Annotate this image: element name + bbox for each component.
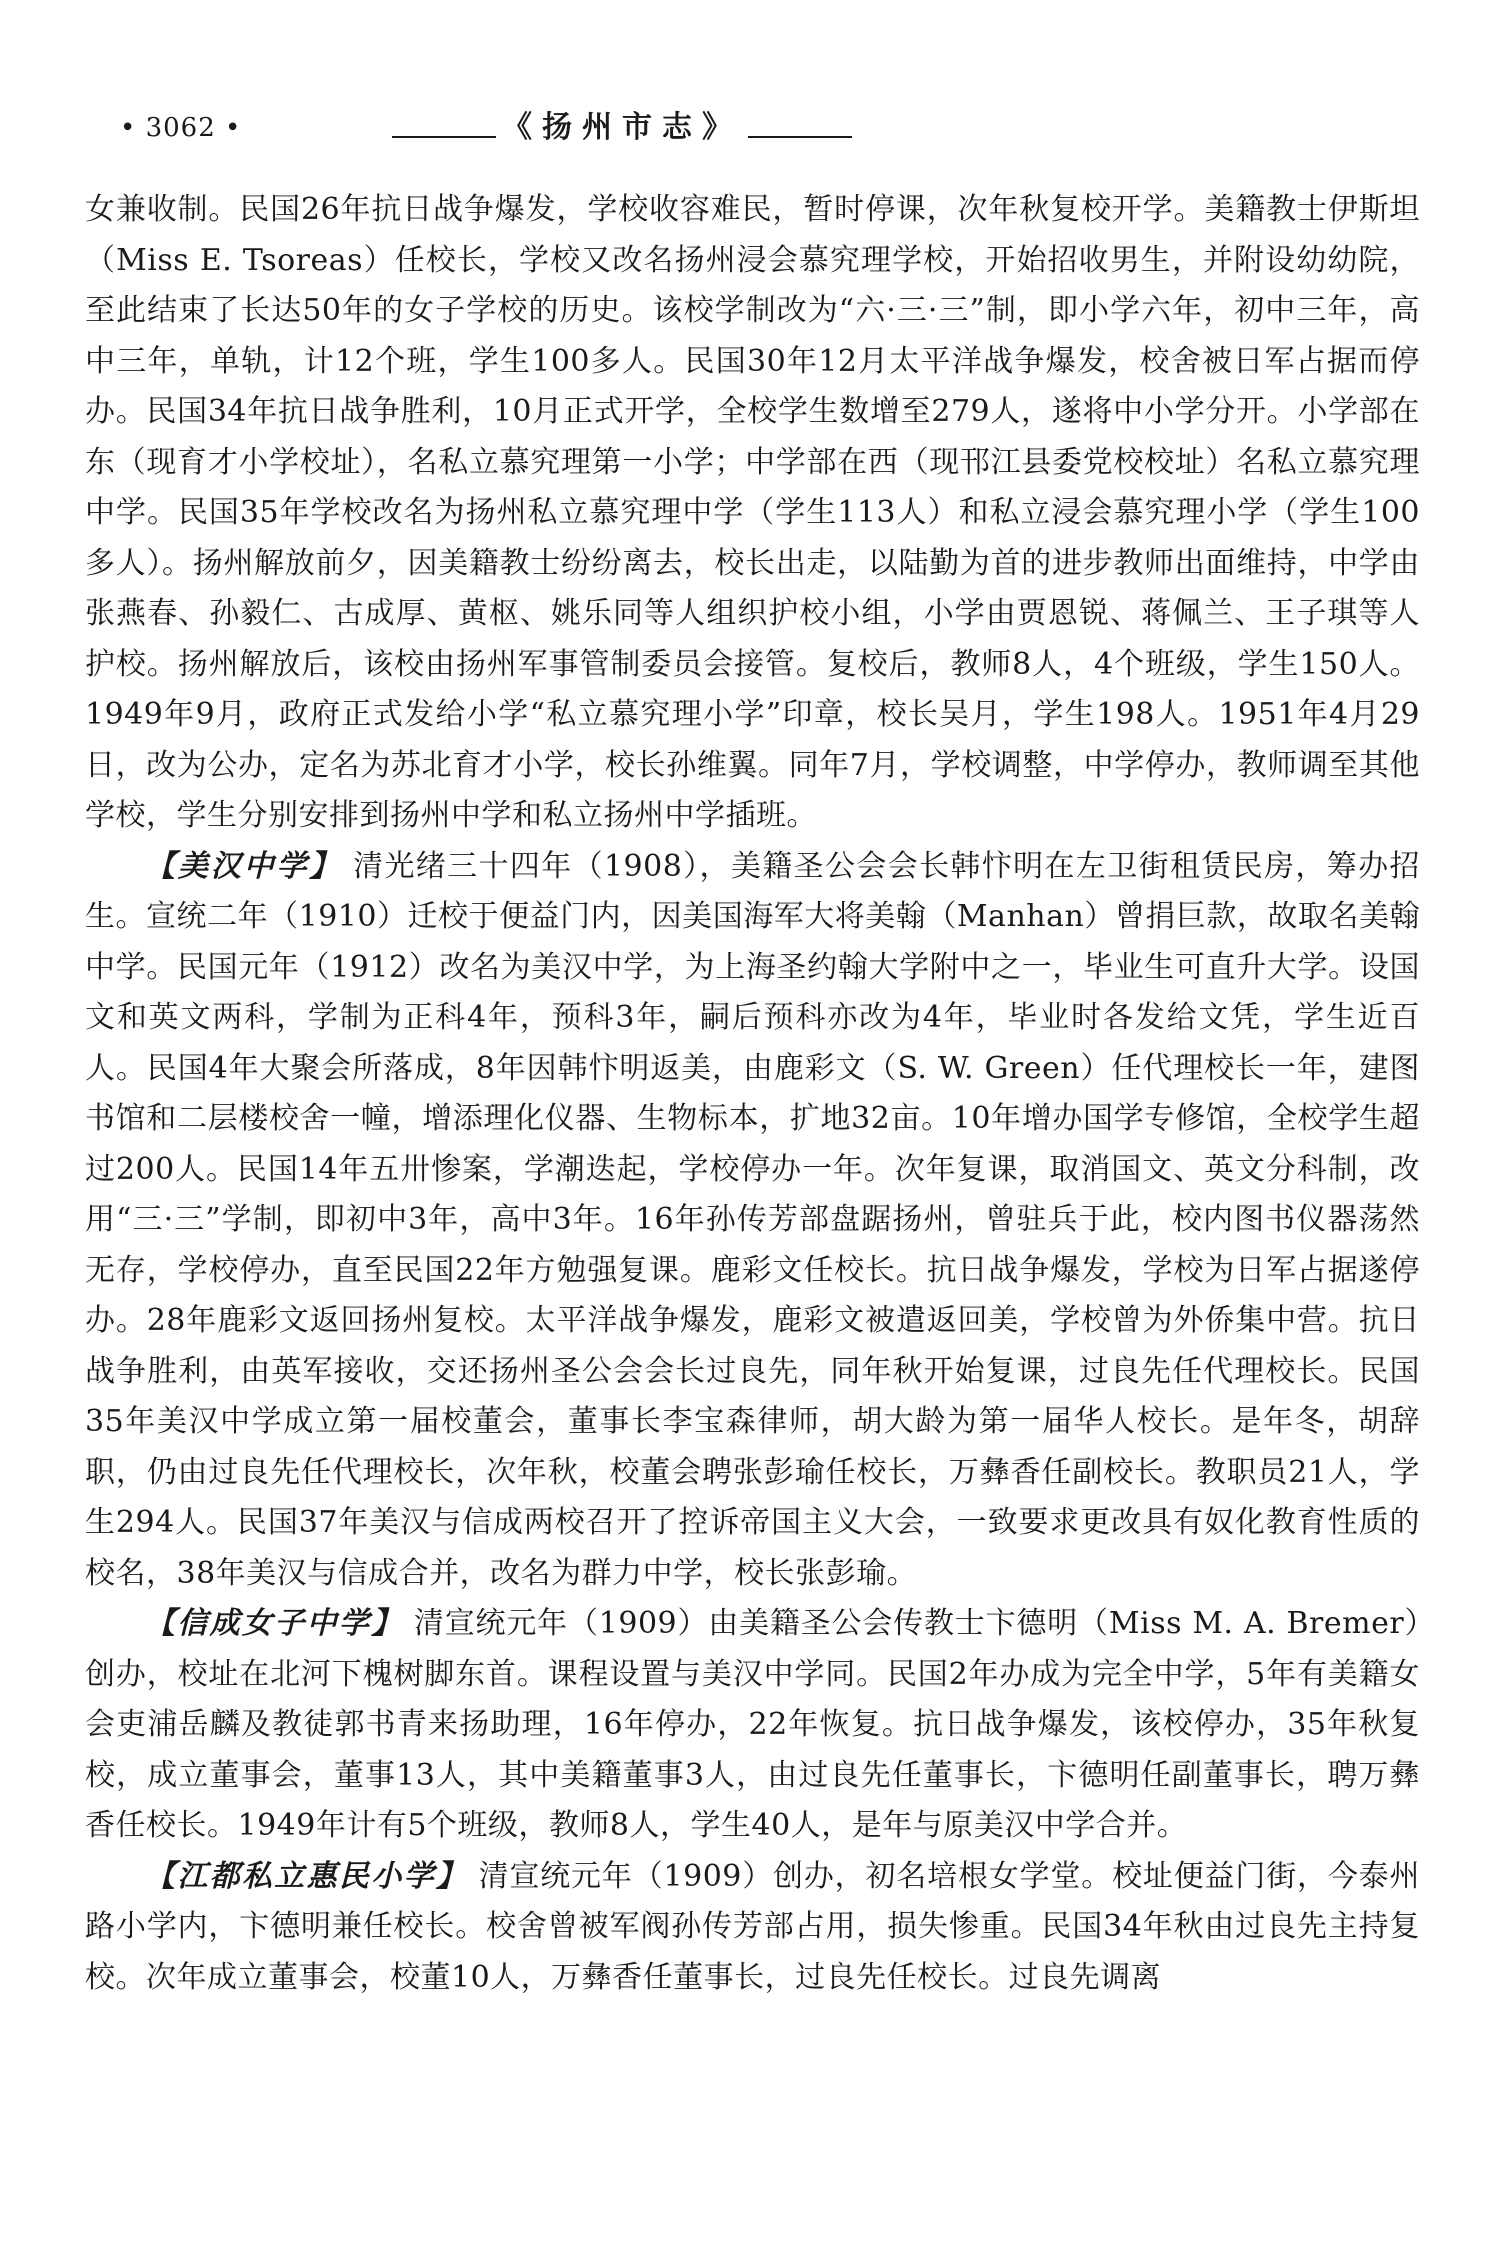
page-number: • 3062 • [120,113,242,143]
entry-heading: 【信成女子中学】 [145,1606,404,1641]
running-title [392,108,852,148]
paragraph-text: 清光绪三十四年（1908），美籍圣公会会长韩忭明在左卫街租赁民房，筹办招生。宣统二年（1910）迁校于便益门内，因美国海军大将美翰（Manhan）曾捐巨款，故取名美翰中学。民国元年（1912）改名为美汉中学，为上海圣约翰大学附中之一，毕业生可直升大学。设国文和英文两科，学制为正科4年，预科3年，嗣后预科亦改为4年，毕业时各发给文凭，学生近百人。民国4年大聚会所落成，8年因韩忭明返美，由鹿彩文（S. W. Green）任代理校长一年，建图书馆和二层楼校舍一幢，增添理化仪器、生物标本，扩地32亩。10年增办国学专修馆，全校学生超过200人。民国14年五卅惨案，学潮迭起，学校停办一年。次年复课，取消国文、英文分科制，改用“三·三”学制，即初中3年，高中3年。16年孙传芳部盘踞扬州，曾驻兵于此，校内图书仪器荡然无存，学校停办，直至民国22年方勉强复课。鹿彩文任校长。抗日战争爆发，学校为日军占据遂停办。28年鹿彩文返回扬州复校。太平洋战争爆发，鹿彩文被遣返回美，学校曾为外侨集中营。抗日战争胜利，由英军接收，交还扬州圣公会会长过良先，同年秋开始复课，过良先任代理校长。民国35年美汉中学成立第一届校董会，董事长李宝森律师，胡大龄为第一届华人校长。是年冬，胡辞职，仍由过良先任代理校长，次年秋，校董会聘张彭瑜任校长，万彝香任副校长。教职员21人，学生294人。民国37年美汉与信成两校召开了控诉帝国主义大会，一致要求更改具有奴化教育性质的校名，38年美汉与信成合并，改名为群力中学，校长张彭瑜。 [85,848,1420,1591]
paragraph-text: 清宣统元年（1909）由美籍圣公会传教士卞德明（Miss M. A. Bremer）创办，校址在北河下槐树脚东首。课程设置与美汉中学同。民国2年办成为完全中学，5年有美籍女会吏浦岳麟及教徒郭书青来扬助理，16年停办，22年恢复。抗日战争爆发，该校停办，35年秋复校，成立董事会，董事13人，其中美籍董事3人，由过良先任董事长，卞德明任副董事长，聘万彝香任校长。1949年计有5个班级，教师8人，学生40人，是年与原美汉中学合并。 [85,1606,1420,1843]
entry-heading: 【江都私立惠民小学】 [145,1858,469,1894]
entry-heading: 【美汉中学】 [145,848,343,884]
paragraph-continuation [85,185,1420,842]
paragraph-huimin-school [85,1852,1420,2004]
book-title: 《扬州市志》 [496,110,748,145]
body-text [85,185,1420,2003]
paragraph-text: 女兼收制。民国26年抗日战争爆发，学校收容难民，暂时停课，次年秋复校开学。美籍教士伊斯坦（Miss E. Tsoreas）任校长，学校又改名扬州浸会慕究理学校，开始招收男生，并附设幼幼院，至此结束了长达50年的女子学校的历史。该校学制改为“六·三·三”制，即小学六年，初中三年，高中三年，单轨，计12个班，学生100多人。民国30年12月太平洋战争爆发，校舍被日军占据而停办。民国34年抗日战争胜利，10月正式开学，全校学生数增至279人，遂将中小学分开。小学部在东（现育才小学校址），名私立慕究理第一小学；中学部在西（现邗江县委党校校址）名私立慕究理中学。民国35年学校改名为扬州私立慕究理中学（学生113人）和私立浸会慕究理小学（学生100多人）。扬州解放前夕，因美籍教士纷纷离去，校长出走，以陆勤为首的进步教师出面维持，中学由张燕春、孙毅仁、古成厚、黄枢、姚乐同等人组织护校小组，小学由贾恩锐、蒋佩兰、王子琪等人护校。扬州解放后，该校由扬州军事管制委员会接管。复校后，教师8人，4个班级，学生150人。1949年9月，政府正式发给小学“私立慕究理小学”印章，校长吴月，学生198人。1951年4月29日，改为公办，定名为苏北育才小学，校长孙维翼。同年7月，学校调整，中学停办，教师调至其他学校，学生分别安排到扬州中学和私立扬州中学插班。 [85,192,1420,833]
paragraph-xincheng-school [85,1599,1420,1852]
paragraph-meihan-school [85,842,1420,1600]
paragraph-text: 清宣统元年（1909）创办，初名培根女学堂。校址便益门街，今泰州路小学内，卞德明兼任校长。校舍曾被军阀孙传芳部占用，损失惨重。民国34年秋由过良先主持复校。次年成立董事会，校董10人，万彝香任董事长，过良先任校长。过良先调离 [85,1858,1420,1995]
page-header [120,108,740,156]
